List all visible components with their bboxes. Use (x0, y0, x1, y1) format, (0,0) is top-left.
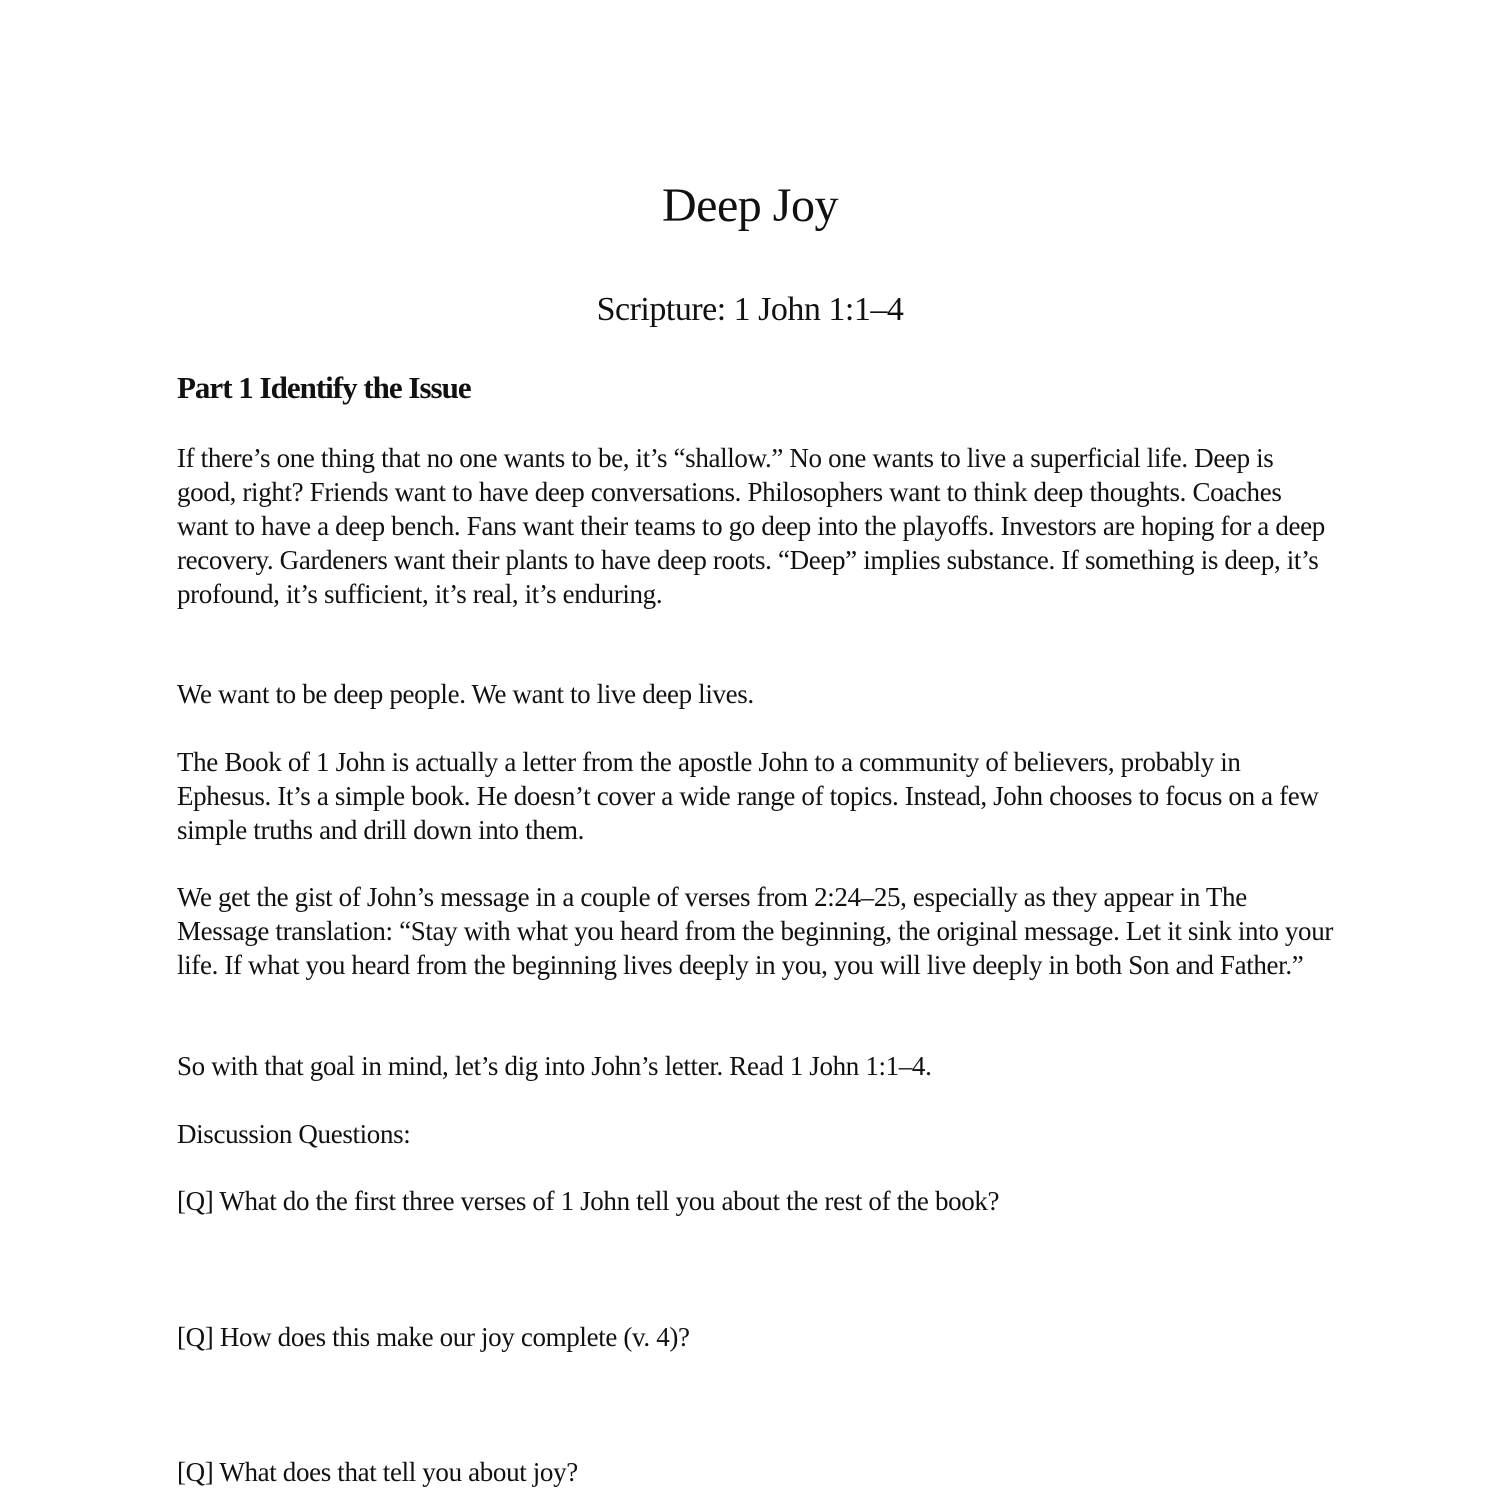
document-title: Deep Joy (662, 179, 838, 232)
discussion-question: [Q] What does that tell you about joy? (177, 1457, 578, 1487)
scripture-reference: Scripture: 1 John 1:1–4 (596, 291, 904, 328)
discussion-question: [Q] What do the first three verses of 1 John tell you about the rest of the book? (177, 1186, 1000, 1216)
paragraph-intro: If there’s one thing that no one wants to be, it’s “shallow.” No one wants to live a superficial life. Deep is good, right? Friends want to have deep conversations. Philosophers want to think deep thoughts. Coaches want to have a deep bench. Fans want their teams to go deep into the playoffs. Investors are hoping for a deep recovery. Gardeners want their plants to have deep roots. “Deep” implies substance. If something is deep, it’s profound, it’s sufficient, it’s real, it’s enduring. (177, 443, 1325, 609)
discussion-question: [Q] How does this make our joy complete (v. 4)? (177, 1322, 690, 1352)
paragraph-message-quote: We get the gist of John’s message in a couple of verses from 2:24–25, especially as they appear in The Message translation: “Stay with what you heard from the beginning, the original message. Let it sink into your life. If what you heard from the beginning lives deeply in you, you will live deeply in both Son and Father.” (177, 882, 1334, 980)
paragraph-deep-people: We want to be deep people. We want to live deep lives. (177, 679, 754, 709)
paragraph-book-of-john: The Book of 1 John is actually a letter from the apostle John to a community of believers, probably in Ephesus. It’s a simple book. He doesn’t cover a wide range of topics. Instead, John chooses to focus on a few simple truths and drill down into them. (177, 747, 1319, 845)
discussion-label: Discussion Questions: (177, 1119, 411, 1149)
paragraph-read-instruction: So with that goal in mind, let’s dig into John’s letter. Read 1 John 1:1–4. (177, 1051, 932, 1081)
section-heading: Part 1 Identify the Issue (177, 370, 471, 405)
